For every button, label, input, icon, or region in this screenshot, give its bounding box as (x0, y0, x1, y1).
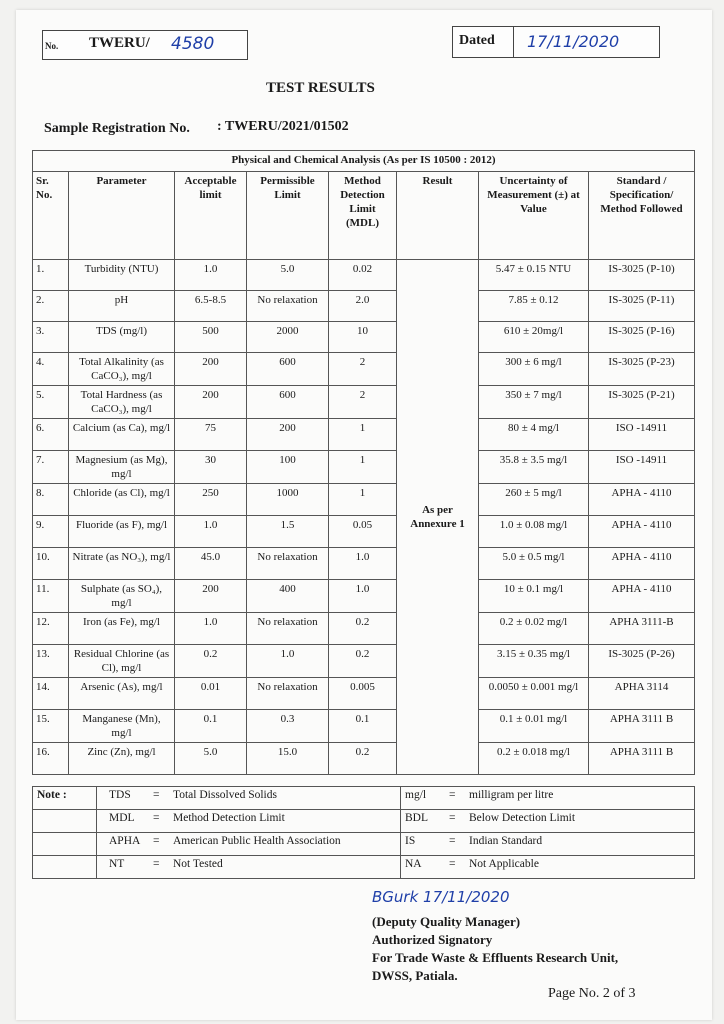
row-uncertainty: 5.47 ± 0.15 NTU (479, 260, 589, 291)
row-uncertainty: 3.15 ± 0.35 mg/l (479, 645, 589, 678)
row-standard: ISO -14911 (589, 451, 695, 484)
row-standard: IS-3025 (P-21) (589, 386, 695, 419)
dated-divider (513, 27, 514, 57)
row-uncertainty: 7.85 ± 0.12 (479, 291, 589, 322)
note-right-def: Below Detection Limit (469, 812, 576, 824)
table-row (33, 613, 695, 645)
row-sr-no: 3. (33, 322, 69, 353)
date-value: 17/11/2020 (527, 32, 620, 51)
notes-table (32, 786, 695, 879)
table-row (33, 710, 695, 743)
note-left-eq: = (153, 789, 160, 801)
row-permissible-limit: 100 (247, 451, 329, 484)
row-mdl: 0.005 (329, 678, 397, 710)
row-uncertainty: 5.0 ± 0.5 mg/l (479, 548, 589, 580)
dated-box (452, 26, 660, 58)
row-uncertainty: 350 ± 7 mg/l (479, 386, 589, 419)
row-uncertainty: 0.2 ± 0.018 mg/l (479, 743, 589, 775)
row-standard: IS-3025 (P-16) (589, 322, 695, 353)
table-row (33, 484, 695, 516)
row-parameter: TDS (mg/l) (69, 322, 175, 353)
sample-registration-label: Sample Registration No. (44, 121, 190, 136)
table-row (33, 353, 695, 386)
row-parameter: Zinc (Zn), mg/l (69, 743, 175, 775)
note-left-eq: = (153, 835, 160, 847)
reference-number: 4580 (171, 34, 215, 54)
row-sr-no: 8. (33, 484, 69, 516)
row-acceptable-limit: 1.0 (175, 260, 247, 291)
note-right-abbr: NA (405, 858, 422, 870)
row-standard: IS-3025 (P-26) (589, 645, 695, 678)
note-right (401, 787, 695, 810)
row-permissible-limit: 1000 (247, 484, 329, 516)
note-right-eq: = (449, 789, 456, 801)
row-sr-no: 4. (33, 353, 69, 386)
note-left (97, 833, 401, 856)
row-uncertainty: 0.2 ± 0.02 mg/l (479, 613, 589, 645)
table-row (33, 548, 695, 580)
note-row (33, 810, 695, 833)
row-standard: APHA - 4110 (589, 548, 695, 580)
note-label (33, 833, 97, 856)
row-parameter: Total Hardness (as CaCO₃), mg/l (69, 386, 175, 419)
note-left-eq: = (153, 812, 160, 824)
reference-prefix: TWERU/ (89, 35, 150, 51)
note-left (97, 810, 401, 833)
row-sr-no: 1. (33, 260, 69, 291)
table-row (33, 419, 695, 451)
row-mdl: 2.0 (329, 291, 397, 322)
row-acceptable-limit: 0.2 (175, 645, 247, 678)
table-row (33, 678, 695, 710)
row-acceptable-limit: 500 (175, 322, 247, 353)
note-right-eq: = (449, 835, 456, 847)
row-parameter: Magnesium (as Mg), mg/l (69, 451, 175, 484)
note-label (33, 810, 97, 833)
note-right (401, 810, 695, 833)
row-permissible-limit: 2000 (247, 322, 329, 353)
col-header-acceptable: Acceptable limit (175, 172, 247, 260)
row-permissible-limit: 400 (247, 580, 329, 613)
row-permissible-limit: 5.0 (247, 260, 329, 291)
row-standard: IS-3025 (P-11) (589, 291, 695, 322)
note-left-def: American Public Health Association (173, 835, 341, 847)
note-right-eq: = (449, 858, 456, 870)
signatory-role: Authorized Signatory (372, 932, 493, 947)
note-label: Note : (33, 787, 97, 810)
row-acceptable-limit: 1.0 (175, 613, 247, 645)
row-mdl: 0.02 (329, 260, 397, 291)
row-acceptable-limit: 5.0 (175, 743, 247, 775)
row-sr-no: 14. (33, 678, 69, 710)
row-standard: ISO -14911 (589, 419, 695, 451)
row-mdl: 0.2 (329, 613, 397, 645)
note-left-eq: = (153, 858, 160, 870)
signatory-title: (Deputy Quality Manager) (372, 914, 521, 929)
table-title: Physical and Chemical Analysis (As per IS 10500 : 2012) (33, 151, 695, 172)
note-label (33, 856, 97, 879)
row-permissible-limit: 15.0 (247, 743, 329, 775)
no-label: No. (45, 41, 59, 51)
row-standard: APHA 3111-B (589, 613, 695, 645)
row-standard: IS-3025 (P-23) (589, 353, 695, 386)
table-row (33, 451, 695, 484)
row-mdl: 2 (329, 386, 397, 419)
row-acceptable-limit: 0.01 (175, 678, 247, 710)
col-header-permissible: Permissible Limit (247, 172, 329, 260)
results-table (32, 150, 695, 775)
row-sr-no: 6. (33, 419, 69, 451)
row-standard: APHA - 4110 (589, 516, 695, 548)
row-mdl: 1 (329, 419, 397, 451)
row-parameter: Turbidity (NTU) (69, 260, 175, 291)
row-parameter: Arsenic (As), mg/l (69, 678, 175, 710)
note-right-abbr: BDL (405, 812, 428, 824)
row-permissible-limit: No relaxation (247, 548, 329, 580)
row-parameter: Iron (as Fe), mg/l (69, 613, 175, 645)
note-left (97, 856, 401, 879)
row-uncertainty: 300 ± 6 mg/l (479, 353, 589, 386)
note-left-def: Method Detection Limit (173, 812, 285, 824)
row-uncertainty: 0.1 ± 0.01 mg/l (479, 710, 589, 743)
row-parameter: Nitrate (as NO₃), mg/l (69, 548, 175, 580)
signatory-location: DWSS, Patiala. (372, 968, 458, 983)
row-mdl: 10 (329, 322, 397, 353)
reference-box (42, 30, 248, 60)
row-uncertainty: 260 ± 5 mg/l (479, 484, 589, 516)
note-right-abbr: IS (405, 835, 416, 847)
row-parameter: Total Alkalinity (as CaCO₃), mg/l (69, 353, 175, 386)
row-permissible-limit: 1.0 (247, 645, 329, 678)
col-header-parameter: Parameter (69, 172, 175, 260)
table-row (33, 645, 695, 678)
note-right-def: Indian Standard (469, 835, 543, 847)
signatory-unit: For Trade Waste & Effluents Research Unit, (372, 950, 619, 965)
note-right-def: Not Applicable (469, 858, 539, 870)
note-left-def: Total Dissolved Solids (173, 789, 277, 801)
row-acceptable-limit: 6.5-8.5 (175, 291, 247, 322)
row-standard: APHA 3114 (589, 678, 695, 710)
note-right (401, 833, 695, 856)
row-permissible-limit: No relaxation (247, 678, 329, 710)
col-header-result: Result (397, 172, 479, 260)
note-row (33, 833, 695, 856)
page-number: Page No. 2 of 3 (548, 986, 636, 1001)
row-uncertainty: 610 ± 20mg/l (479, 322, 589, 353)
row-acceptable-limit: 75 (175, 419, 247, 451)
row-uncertainty: 35.8 ± 3.5 mg/l (479, 451, 589, 484)
row-sr-no: 2. (33, 291, 69, 322)
table-row (33, 260, 695, 291)
col-header-standard: Standard / Specification/ Method Followed (589, 172, 695, 260)
row-sr-no: 7. (33, 451, 69, 484)
row-acceptable-limit: 30 (175, 451, 247, 484)
row-uncertainty: 10 ± 0.1 mg/l (479, 580, 589, 613)
page-title: TEST RESULTS (266, 80, 375, 96)
note-right (401, 856, 695, 879)
row-sr-no: 13. (33, 645, 69, 678)
row-permissible-limit: 1.5 (247, 516, 329, 548)
row-mdl: 2 (329, 353, 397, 386)
row-mdl: 1.0 (329, 580, 397, 613)
row-sr-no: 11. (33, 580, 69, 613)
col-header-sr: Sr. No. (33, 172, 69, 260)
col-header-uncertainty: Uncertainty of Measurement (±) at Value (479, 172, 589, 260)
note-row (33, 787, 695, 810)
table-row (33, 743, 695, 775)
table-header-row (33, 172, 695, 260)
table-row (33, 516, 695, 548)
row-standard: IS-3025 (P-10) (589, 260, 695, 291)
sample-registration-value: : TWERU/2021/01502 (217, 119, 349, 134)
dated-label: Dated (459, 33, 495, 48)
note-right-abbr: mg/l (405, 789, 427, 801)
row-uncertainty: 1.0 ± 0.08 mg/l (479, 516, 589, 548)
col-header-mdl: Method Detection Limit (MDL) (329, 172, 397, 260)
row-mdl: 0.1 (329, 710, 397, 743)
row-permissible-limit: No relaxation (247, 613, 329, 645)
row-sr-no: 16. (33, 743, 69, 775)
table-row (33, 580, 695, 613)
note-right-eq: = (449, 812, 456, 824)
row-mdl: 1 (329, 451, 397, 484)
row-mdl: 0.2 (329, 743, 397, 775)
note-left-abbr: TDS (109, 789, 131, 801)
row-mdl: 1 (329, 484, 397, 516)
note-left-def: Not Tested (173, 858, 223, 870)
row-mdl: 1.0 (329, 548, 397, 580)
row-parameter: Calcium (as Ca), mg/l (69, 419, 175, 451)
table-row (33, 322, 695, 353)
row-sr-no: 15. (33, 710, 69, 743)
row-parameter: Residual Chlorine (as Cl), mg/l (69, 645, 175, 678)
row-uncertainty: 80 ± 4 mg/l (479, 419, 589, 451)
table-row (33, 291, 695, 322)
note-row (33, 856, 695, 879)
note-left (97, 787, 401, 810)
row-permissible-limit: 200 (247, 419, 329, 451)
note-left-abbr: NT (109, 858, 125, 870)
row-parameter: pH (69, 291, 175, 322)
row-parameter: Manganese (Mn), mg/l (69, 710, 175, 743)
row-standard: APHA - 4110 (589, 580, 695, 613)
row-acceptable-limit: 1.0 (175, 516, 247, 548)
row-parameter: Fluoride (as F), mg/l (69, 516, 175, 548)
row-sr-no: 5. (33, 386, 69, 419)
row-acceptable-limit: 45.0 (175, 548, 247, 580)
note-left-abbr: APHA (109, 835, 141, 847)
row-sr-no: 12. (33, 613, 69, 645)
row-parameter: Chloride (as Cl), mg/l (69, 484, 175, 516)
row-standard: APHA - 4110 (589, 484, 695, 516)
row-parameter: Sulphate (as SO₄), mg/l (69, 580, 175, 613)
row-permissible-limit: No relaxation (247, 291, 329, 322)
row-acceptable-limit: 200 (175, 580, 247, 613)
row-acceptable-limit: 0.1 (175, 710, 247, 743)
row-sr-no: 9. (33, 516, 69, 548)
note-left-abbr: MDL (109, 812, 135, 824)
row-acceptable-limit: 200 (175, 386, 247, 419)
row-permissible-limit: 600 (247, 353, 329, 386)
result-cell: As per Annexure 1 (397, 260, 479, 775)
row-mdl: 0.2 (329, 645, 397, 678)
row-sr-no: 10. (33, 548, 69, 580)
row-uncertainty: 0.0050 ± 0.001 mg/l (479, 678, 589, 710)
row-mdl: 0.05 (329, 516, 397, 548)
row-permissible-limit: 600 (247, 386, 329, 419)
row-acceptable-limit: 250 (175, 484, 247, 516)
row-standard: APHA 3111 B (589, 743, 695, 775)
row-standard: APHA 3111 B (589, 710, 695, 743)
signature-handwriting: BGurk 17/11/2020 (372, 888, 510, 906)
row-acceptable-limit: 200 (175, 353, 247, 386)
row-permissible-limit: 0.3 (247, 710, 329, 743)
note-right-def: milligram per litre (469, 789, 554, 801)
table-row (33, 386, 695, 419)
